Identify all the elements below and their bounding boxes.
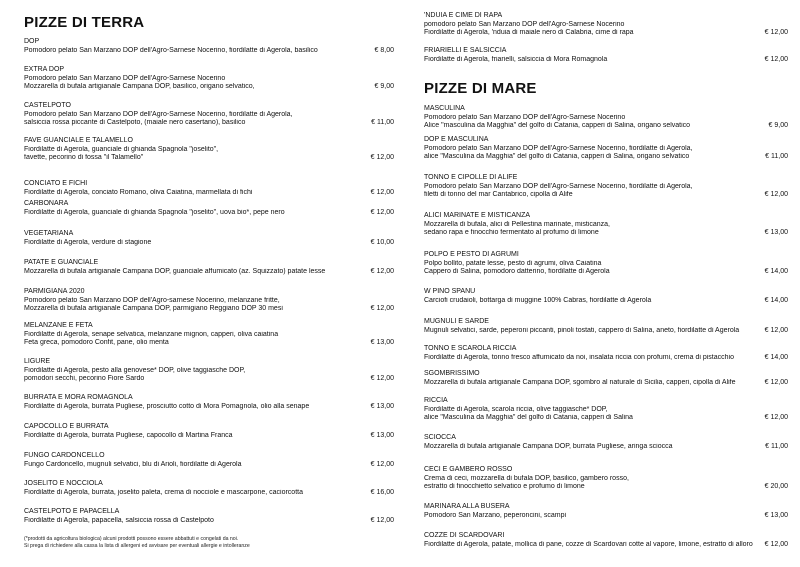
menu-item-name: CASTELPOTO [24,102,71,109]
menu-item-name: W PINO SPANU [424,288,476,295]
menu-item-description: alice "Masculina da Magghia" del golfo di Catania, capperi di Salina [424,414,633,422]
menu-item-price: € 12,00 [370,188,394,196]
menu-item-description: Fiordilatte di Agerola, burrata Pugliese, prosciutto cotto di Mora Pomagnola, olio alla senape [24,402,310,410]
menu-item-price: € 11,00 [765,153,788,161]
menu-item [24,394,394,411]
menu-item-price: € 13,00 [764,229,788,237]
menu-item-name: TONNO E SCAROLA RICCIA [424,345,517,352]
menu-item-description: Fiordilatte di Agerola, pesto alla genovese* DOP, olive taggiasche DOP, [24,366,246,374]
menu-item-price: € 12,00 [370,267,394,275]
menu-item-price: € 9,00 [768,122,788,130]
menu-item-price: € 12,00 [370,460,394,468]
menu-item-price: € 20,00 [764,483,788,491]
menu-item [424,47,788,64]
menu-item [24,452,394,469]
menu-item [424,532,788,549]
menu-item-price: € 12,00 [764,414,788,422]
menu-item-price: € 13,00 [370,402,394,410]
menu-item-description: Pomodoro pelato San Marzano DOP dell'Agro-sarnese Nocerino, melanzane fritte, [24,296,280,304]
menu-item-name: SCIOCCA [424,434,456,441]
menu-item-description: Pomodoro San Marzano, peperoncini, scampi [424,511,567,519]
menu-item-name: PATATE E GUANCIALE [24,259,99,266]
menu-item-name: RICCIA [424,397,448,404]
menu-item-description: Fiordilatte di Agerola, conciato Romano, oliva Caiatina, marmellata di fichi [24,188,253,196]
menu-item-description: Carciofi crudaioli, bottarga di muggine 100% Cabras, fiordilatte di Agerola [424,296,652,304]
menu-item-name: POLPO E PESTO DI AGRUMI [424,251,519,258]
menu-item-description: Fiordilatte di Agerola, senape selvatica, melanzane mignon, capperi, oliva caiatina [24,330,279,338]
menu-item-name: CASTELPOTO E PAPACELLA [24,508,120,515]
menu-item [24,66,394,92]
menu-item-description: alice "Masculina da Magghia" del golfo di Catania, capperi di Salina, origano selvatico [424,153,690,161]
menu-item-name: LIGURE [24,358,51,365]
menu-item-description: Mozzarella di bufala artigianale Campana DOP, sgombro al naturale di Sicilia, capperi, cipolla di Alife [424,378,736,386]
menu-item-price: € 12,00 [370,208,394,216]
menu-item-price: € 12,00 [764,378,788,386]
footnote: Si prega di richiedere alla cassa la lista di allergeni ed avvisare per eventuali allergie e intolleranze [24,543,250,549]
menu-item-price: € 12,00 [764,29,788,37]
menu-item-description: Pomodoro pelato San Marzano DOP dell'Agro-Sarnese Nocerino, fiordilatte di Agerola, [424,182,693,190]
menu-item-description: pomodori secchi, pecorino Fiore Sardo [24,375,145,383]
menu-item-name: MASCULINA [424,105,465,112]
menu-item-description: Fiordilatte di Agerola, burrata Pugliese, capocollo di Martina Franca [24,431,233,439]
menu-item-price: € 12,00 [370,516,394,524]
menu-item [424,397,788,423]
menu-item [424,251,788,277]
menu-item-description: Fiordilatte di Agerola, burrata, joselito paleta, crema di nocciole e mascarpone, caciorcotta [24,488,303,496]
menu-item-name: CECI E GAMBERO ROSSO [424,466,513,473]
menu-item-price: € 14,00 [764,296,788,304]
menu-item-name: EXTRA DOP [24,66,65,73]
menu-item-price: € 12,00 [370,305,394,313]
menu-item-description: Pomodoro pelato San Marzano DOP dell'Agro-Sarnese Nocerino [24,74,226,82]
menu-item-description: Fiordilatte di Agerola, scarola riccia, olive taggiasche* DOP, [424,405,608,413]
menu-item [24,38,394,55]
menu-item-price: € 10,00 [370,238,394,246]
menu-item-name: ALICI MARINATE E MISTICANZA [424,212,531,219]
menu-item-price: € 16,00 [370,488,394,496]
menu-item-price: € 12,00 [764,326,788,334]
menu-item-description: Cappero di Salina, pomodoro datterino, fiordilatte di Agerola [424,268,610,276]
menu-item-name: CONCIATO E FICHI [24,180,88,187]
menu-item [424,466,788,492]
menu-item [424,370,788,387]
menu-item-price: € 9,00 [374,83,394,91]
menu-item-description: Mozzarella di bufala artigianale Campana DOP, parmigiano Reggiano DOP 30 mesi [24,305,283,313]
menu-item-description: Mozzarella di bufala artigianale Campana DOP, basilico, origano selvatico, [24,83,255,91]
menu-item-price: € 12,00 [370,154,394,162]
menu-item [424,105,788,131]
menu-item-description: Mozzarella di bufala artigianale Campana DOP, burrata Pugliese, aringa sciocca [424,442,673,450]
menu-item-description: Crema di ceci, mozzarella di bufala DOP, basilico, gambero rosso, [424,474,629,482]
menu-item-name: 'NDUIA E CIME DI RAPA [424,12,503,19]
menu-item-description: Fiordilatte di Agerola, 'nduia di maiale nero di Calabria, cime di rapa [424,29,634,37]
menu-item-description: Mugnuli selvatici, sarde, peperoni piccanti, pinoli tostati, cappero di Salina, aneto, fiordilatte di Agerola [424,326,740,334]
menu-item [424,12,788,38]
menu-item-name: FAVE GUANCIALE E TALAMELLO [24,137,133,144]
menu-item-description: Pomodoro pelato San Marzano DOP dell'Agro-Sarnese Nocerino [424,113,626,121]
menu-item-price: € 12,00 [764,191,788,199]
menu-item-price: € 12,00 [764,540,788,548]
menu-item-name: DOP [24,38,40,45]
menu-item-description: Pomodoro pelato San Marzano DOP dell'Agro-Sarnese Nocerino, fiordilatte di Agerola, basilico [24,46,318,54]
menu-item [24,480,394,497]
menu-item-price: € 11,00 [765,442,788,450]
menu-item-name: PARMIGIANA 2020 [24,288,85,295]
menu-item [24,259,394,276]
menu-item-price: € 13,00 [370,339,394,347]
menu-item [24,288,394,314]
menu-item [424,345,788,362]
menu-item-description: Alice "masculina da Magghia" del golfo di Catania, capperi di Salina, origano selvatico [424,122,691,130]
menu-item-name: COZZE DI SCARDOVARI [424,532,505,539]
menu-item [24,322,394,348]
menu-item-description: Pomodoro pelato San Marzano DOP dell'Agro-Sarnese Nocerino, fiordilatte di Agerola, [24,110,293,118]
menu-item-description: Fiordilatte di Agerola, papacella, salsiccia rossa di Castelpoto [24,516,214,524]
menu-item-name: FUNGO CARDONCELLO [24,452,105,459]
menu-item-name: CAPOCOLLO E BURRATA [24,423,109,430]
menu-item-description: sedano rapa e finocchio fermentato al profumo di limone [424,229,599,237]
menu-item [24,423,394,440]
menu-item-price: € 14,00 [764,353,788,361]
menu-item-description: salsiccia rossa piccante di Castelpoto, (maiale nero casertano), basilico [24,119,246,127]
menu-item [424,174,788,200]
menu-item-description: Fiordilatte di Agerola, guanciale di ghianda Spagnola "joselito", uova bio*, pepe nero [24,208,285,216]
menu-item [24,200,394,217]
menu-item-name: MUGNULI E SARDE [424,318,489,325]
menu-item-name: VEGETARIANA [24,230,74,237]
menu-item-description: Fungo Cardoncello, mugnuli selvatici, blu di Arioli, fiordilatte di Agerola [24,460,242,468]
menu-item [24,508,394,525]
menu-item [424,434,788,451]
menu-item [424,288,788,305]
menu-item-name: TONNO E CIPOLLE DI ALIFE [424,174,518,181]
menu-item [424,318,788,335]
menu-item-description: Mozzarella di bufala artigianale Campana DOP, guanciale affumicato (az. Squizzato) patate lesse [24,267,326,275]
menu-item-name: MELANZANE E FETA [24,322,93,329]
menu-item-name: MARINARA ALLA BUSERA [424,503,510,510]
menu-item-price: € 12,00 [370,375,394,383]
menu-item-description: Feta greca, pomodoro Confit, pane, olio menta [24,339,169,347]
menu-item-name: JOSELITO E NOCCIOLA [24,480,103,487]
menu-item-description: Polpo bollito, patate lesse, pesto di agrumi, oliva Caiatina [424,259,602,267]
menu-item [24,137,394,163]
menu-item-description: Fiordilatte di Agerola, patate, mollica di pane, cozze di Scardovari cotte al vapore, limone, estratto di alloro [424,540,753,548]
menu-item [424,212,788,238]
menu-item [424,136,788,162]
menu-item-name: FRIARIELLI E SALSICCIA [424,47,507,54]
menu-item [24,102,394,128]
menu-item-price: € 12,00 [764,55,788,63]
footnote: (*prodotti da agricoltura biologica) alcuni prodotti possono essere abbattuti e congelati da noi. [24,536,239,542]
section-heading-terra: PIZZE DI TERRA [24,14,145,31]
menu-item-description: Fiordilatte di Agerola, tonno fresco affumicato da noi, insalata riccia con profumi, crema di pistacchio [424,353,734,361]
menu-item-price: € 11,00 [371,119,394,127]
menu-item-description: pomodoro pelato San Marzano DOP dell'Agro-Sarnese Nocerino [424,20,625,28]
menu-item-price: € 14,00 [764,268,788,276]
menu-item-name: CARBONARA [24,200,69,207]
menu-item-description: Fiordilatte di Agerola, guanciale di ghianda Spagnola "joselito", [24,145,219,153]
menu-item-name: DOP E MASCULINA [424,136,489,143]
menu-item-description: estratto di finocchietto selvatico e profumo di limone [424,483,585,491]
menu-item-name: SGOMBRISSIMO [424,370,480,377]
menu-item-price: € 8,00 [374,46,394,54]
menu-item-description: favette, pecorino di fossa "il Talamello" [24,154,144,162]
menu-item-description: Fiordilatte di Agerola, verdure di stagione [24,238,152,246]
menu-item [24,180,394,197]
menu-item-price: € 13,00 [764,511,788,519]
menu-item-description: Mozzarella di bufala, alici di Pellestina marinate, misticanza, [424,220,610,228]
menu-item-description: Pomodoro pelato San Marzano DOP dell'Agro-Sarnese Nocerino, fiordilatte di Agerola, [424,144,693,152]
menu-item-description: Fiordilatte di Agerola, friarielli, salsiccia di Mora Romagnola [424,55,608,63]
menu-item-description: filetti di tonno del mar Cantabrico, cipolla di Alife [424,191,573,199]
menu-item-name: BURRATA E MORA ROMAGNOLA [24,394,133,401]
section-heading-mare: PIZZE DI MARE [424,80,537,97]
menu-item [424,503,788,520]
menu-item [24,358,394,384]
menu-item [24,230,394,247]
menu-item-price: € 13,00 [370,431,394,439]
